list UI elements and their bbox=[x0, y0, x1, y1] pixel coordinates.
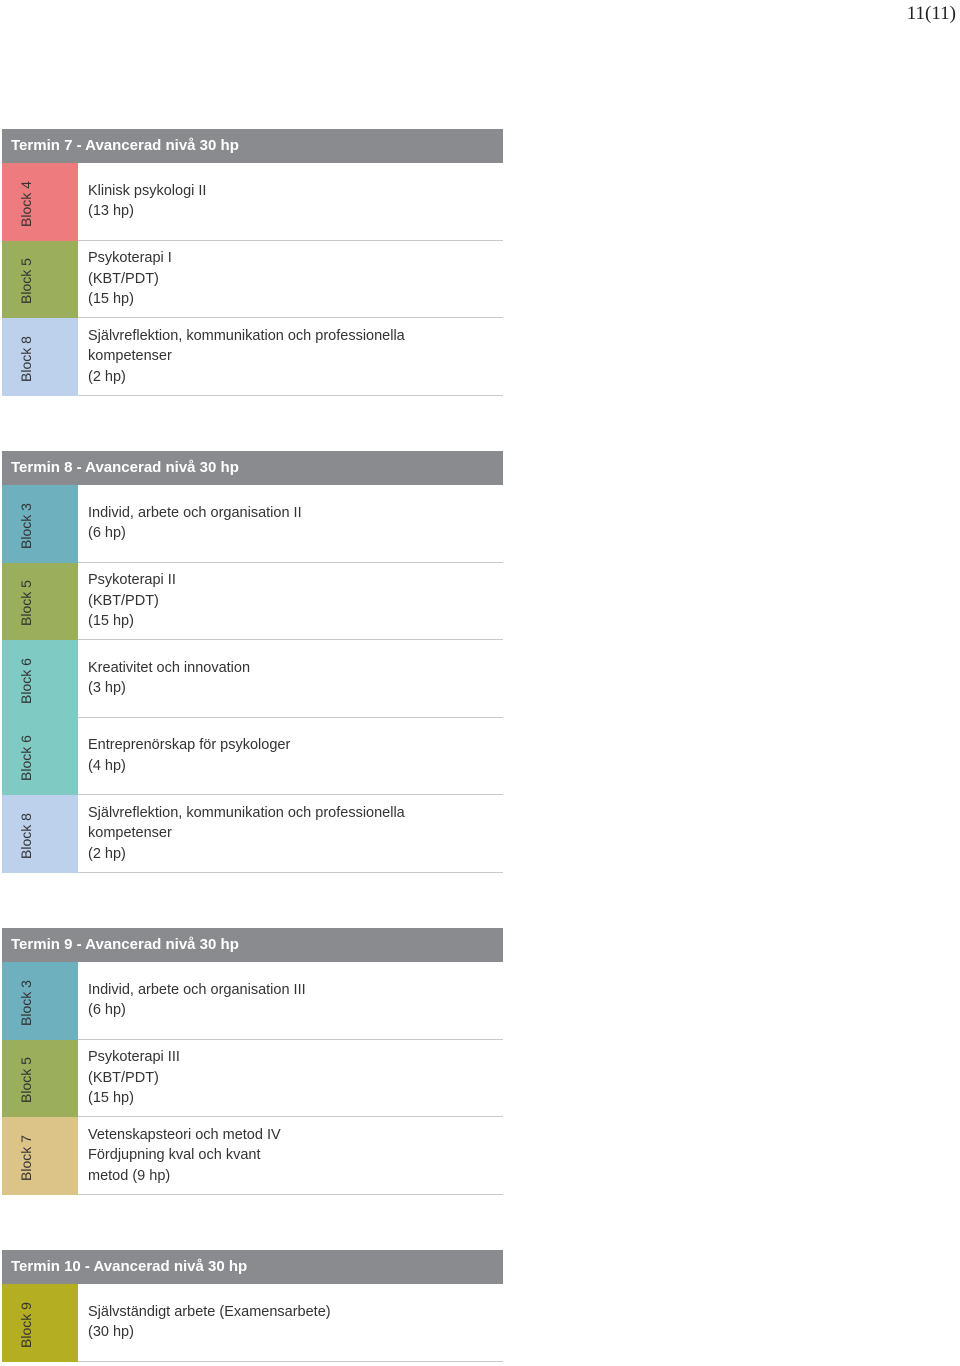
course-row bbox=[2, 318, 503, 396]
block-label-tab bbox=[2, 1040, 78, 1118]
block-label: Block 6 bbox=[18, 735, 34, 781]
block-label: Block 6 bbox=[18, 657, 34, 704]
course-cell bbox=[78, 1040, 503, 1118]
course-line: (3 hp) bbox=[88, 680, 126, 697]
course-row bbox=[2, 640, 503, 718]
term-7-table bbox=[2, 129, 503, 396]
block-label-tab bbox=[2, 718, 78, 796]
block-label: Block 5 bbox=[18, 258, 34, 304]
block-label-tab bbox=[2, 640, 78, 718]
course-line: (13 hp) bbox=[88, 203, 134, 220]
term-8-table bbox=[2, 451, 503, 873]
block-label: Block 7 bbox=[18, 1134, 34, 1181]
course-row bbox=[2, 1284, 503, 1362]
course-line: Fördjupning kval och kvant bbox=[88, 1147, 261, 1163]
course-line: Vetenskapsteori och metod IV bbox=[88, 1126, 281, 1143]
course-cell bbox=[78, 163, 503, 241]
course-line: Individ, arbete och organisation II bbox=[88, 504, 302, 521]
course-line: Kreativitet och innovation bbox=[88, 659, 251, 676]
course-line: Psykoterapi I bbox=[88, 250, 172, 266]
course-cell bbox=[78, 962, 503, 1040]
course-line: Individ, arbete och organisation III bbox=[88, 981, 306, 998]
term-header: Termin 8 - Avancerad nivå 30 hp bbox=[2, 451, 503, 485]
block-label-tab bbox=[2, 241, 78, 319]
course-line: (15 hp) bbox=[88, 291, 134, 307]
course-line: Självreflektion, kommunikation och professionella bbox=[88, 327, 405, 344]
term-header: Termin 9 - Avancerad nivå 30 hp bbox=[2, 928, 503, 962]
page-number: 11(11) bbox=[906, 3, 956, 24]
course-line: Självständigt arbete (Examensarbete) bbox=[88, 1303, 331, 1320]
course-cell bbox=[78, 1117, 503, 1195]
course-row bbox=[2, 718, 503, 796]
course-cell bbox=[78, 241, 503, 319]
block-label-tab bbox=[2, 795, 78, 873]
course-cell bbox=[78, 563, 503, 641]
block-label: Block 9 bbox=[18, 1301, 34, 1348]
course-cell bbox=[78, 1284, 503, 1362]
course-line: (15 hp) bbox=[88, 613, 134, 629]
block-label-tab bbox=[2, 485, 78, 563]
block-label: Block 3 bbox=[18, 502, 34, 549]
course-line: kompetenser bbox=[88, 825, 172, 841]
term-10-table bbox=[2, 1250, 503, 1362]
course-line: (4 hp) bbox=[88, 757, 126, 774]
block-label-tab bbox=[2, 1284, 78, 1362]
term-header: Termin 10 - Avancerad nivå 30 hp bbox=[2, 1250, 503, 1284]
block-label-tab bbox=[2, 563, 78, 641]
course-line: (30 hp) bbox=[88, 1324, 134, 1341]
block-label: Block 3 bbox=[18, 979, 34, 1026]
course-line: Självreflektion, kommunikation och professionella bbox=[88, 804, 405, 821]
course-line: (KBT/PDT) bbox=[88, 1069, 159, 1086]
course-row bbox=[2, 563, 503, 641]
course-cell bbox=[78, 795, 503, 873]
course-line: (15 hp) bbox=[88, 1090, 134, 1106]
course-line: (KBT/PDT) bbox=[88, 270, 159, 287]
course-cell bbox=[78, 485, 503, 563]
block-label: Block 4 bbox=[18, 180, 34, 227]
course-row bbox=[2, 1117, 503, 1195]
course-line: kompetenser bbox=[88, 348, 172, 364]
course-cell bbox=[78, 640, 503, 718]
course-row bbox=[2, 795, 503, 873]
course-line: (2 hp) bbox=[88, 368, 126, 385]
course-line: (6 hp) bbox=[88, 525, 126, 542]
term-9-table bbox=[2, 928, 503, 1195]
course-line: Klinisk psykologi II bbox=[88, 182, 207, 199]
block-label-tab bbox=[2, 1117, 78, 1195]
course-row bbox=[2, 241, 503, 319]
course-row bbox=[2, 1040, 503, 1118]
term-header: Termin 7 - Avancerad nivå 30 hp bbox=[2, 129, 503, 163]
course-line: (KBT/PDT) bbox=[88, 592, 159, 609]
course-line: metod (9 hp) bbox=[88, 1167, 171, 1184]
block-label-tab bbox=[2, 163, 78, 241]
course-row bbox=[2, 163, 503, 241]
course-line: Psykoterapi II bbox=[88, 572, 176, 588]
course-line: (2 hp) bbox=[88, 845, 126, 862]
block-label: Block 5 bbox=[18, 1057, 34, 1103]
course-line: Entreprenörskap för psykologer bbox=[88, 737, 291, 754]
course-line: (6 hp) bbox=[88, 1002, 126, 1019]
course-row bbox=[2, 962, 503, 1040]
block-label: Block 8 bbox=[18, 335, 34, 382]
course-cell bbox=[78, 318, 503, 396]
course-line: Psykoterapi III bbox=[88, 1049, 180, 1065]
course-cell bbox=[78, 718, 503, 796]
block-label-tab bbox=[2, 962, 78, 1040]
course-row bbox=[2, 485, 503, 563]
block-label: Block 5 bbox=[18, 580, 34, 626]
block-label-tab bbox=[2, 318, 78, 396]
block-label: Block 8 bbox=[18, 812, 34, 859]
